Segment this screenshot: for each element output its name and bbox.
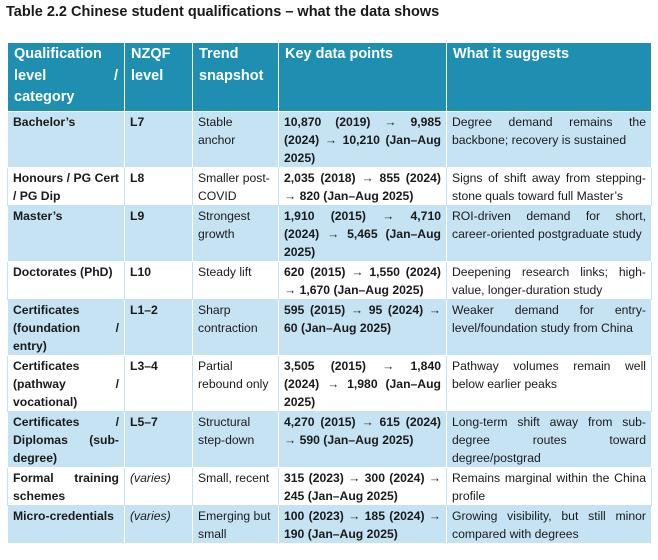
row-trend: Emerging but small: [193, 505, 279, 543]
table-title: Table 2.2 Chinese student qualifications – what the data shows: [6, 4, 440, 20]
table-row: [8, 261, 652, 299]
row-suggests: Long-term shift away from sub-degree routes toward degree/postgrad: [447, 411, 652, 467]
row-trend: Partial rebound only: [193, 355, 279, 411]
row-nzqf: L7: [125, 111, 193, 167]
row-suggests: Deepening research links; high-value, longer-duration study: [447, 261, 652, 299]
table-row: [8, 355, 652, 411]
row-trend: Sharp contraction: [193, 299, 279, 355]
table-row: [8, 505, 652, 543]
row-suggests: Degree demand remains the backbone; recovery is sustained: [447, 111, 652, 167]
row-trend: Small, recent: [193, 467, 279, 505]
table-row: [8, 467, 652, 505]
row-category: Master’s: [8, 205, 125, 261]
row-trend: Strongest growth: [193, 205, 279, 261]
row-nzqf: L8: [125, 167, 193, 205]
table-row: [8, 299, 652, 355]
row-key-data: 10,870 (2019) → 9,985 (2024) → 10,210 (Jan–Aug 2025): [279, 111, 447, 167]
row-key-data: 4,270 (2015) → 615 (2024) → 590 (Jan–Aug 2025): [279, 411, 447, 467]
row-category: Honours / PG Cert / PG Dip: [8, 167, 125, 205]
row-nzqf: L1–2: [125, 299, 193, 355]
row-nzqf: L3–4: [125, 355, 193, 411]
row-suggests: Pathway volumes remain well below earlier peaks: [447, 355, 652, 411]
header-suggests: What it suggests: [447, 43, 652, 112]
header-nzqf: NZQF level: [125, 43, 193, 112]
table-row: [8, 111, 652, 167]
row-suggests: ROI-driven demand for short, career-oriented postgraduate study: [447, 205, 652, 261]
row-category: Bachelor’s: [8, 111, 125, 167]
row-category: Certificates (foundation / entry): [8, 299, 125, 355]
row-key-data: 100 (2023) → 185 (2024) → 190 (Jan–Aug 2025): [279, 505, 447, 543]
row-trend: Steady lift: [193, 261, 279, 299]
row-category: Doctorates (PhD): [8, 261, 125, 299]
row-trend: Structural step-down: [193, 411, 279, 467]
row-nzqf: (varies): [125, 505, 193, 543]
row-key-data: 3,505 (2015) → 1,840 (2024) → 1,980 (Jan–Aug 2025): [279, 355, 447, 411]
row-nzqf: L10: [125, 261, 193, 299]
header-trend: Trend snapshot: [193, 43, 279, 112]
row-key-data: 2,035 (2018) → 855 (2024) → 820 (Jan–Aug 2025): [279, 167, 447, 205]
row-key-data: 595 (2015) → 95 (2024) → 60 (Jan–Aug 2025): [279, 299, 447, 355]
row-category: Certificates (pathway / vocational): [8, 355, 125, 411]
header-category: Qualification level / category: [8, 43, 125, 112]
row-trend: Smaller post-COVID: [193, 167, 279, 205]
row-key-data: 315 (2023) → 300 (2024) → 245 (Jan–Aug 2025): [279, 467, 447, 505]
header-key-data: Key data points: [279, 43, 447, 112]
row-key-data: 620 (2015) → 1,550 (2024) → 1,670 (Jan–Aug 2025): [279, 261, 447, 299]
row-category: Micro-credentials: [8, 505, 125, 543]
table-row: [8, 167, 652, 205]
table-row: [8, 205, 652, 261]
table-header-row: [8, 43, 652, 112]
row-category: Formal training schemes: [8, 467, 125, 505]
row-nzqf: L9: [125, 205, 193, 261]
row-suggests: Weaker demand for entry-level/foundation study from China: [447, 299, 652, 355]
row-suggests: Remains marginal within the China profile: [447, 467, 652, 505]
row-trend: Stable anchor: [193, 111, 279, 167]
row-suggests: Signs of shift away from stepping-stone quals toward full Master’s: [447, 167, 652, 205]
table-row: [8, 411, 652, 467]
row-suggests: Growing visibility, but still minor compared with degrees: [447, 505, 652, 543]
qualifications-table: [7, 42, 652, 544]
row-nzqf: (varies): [125, 467, 193, 505]
row-key-data: 1,910 (2015) → 4,710 (2024) → 5,465 (Jan–Aug 2025): [279, 205, 447, 261]
row-nzqf: L5–7: [125, 411, 193, 467]
row-category: Certificates / Diplomas (sub-degree): [8, 411, 125, 467]
